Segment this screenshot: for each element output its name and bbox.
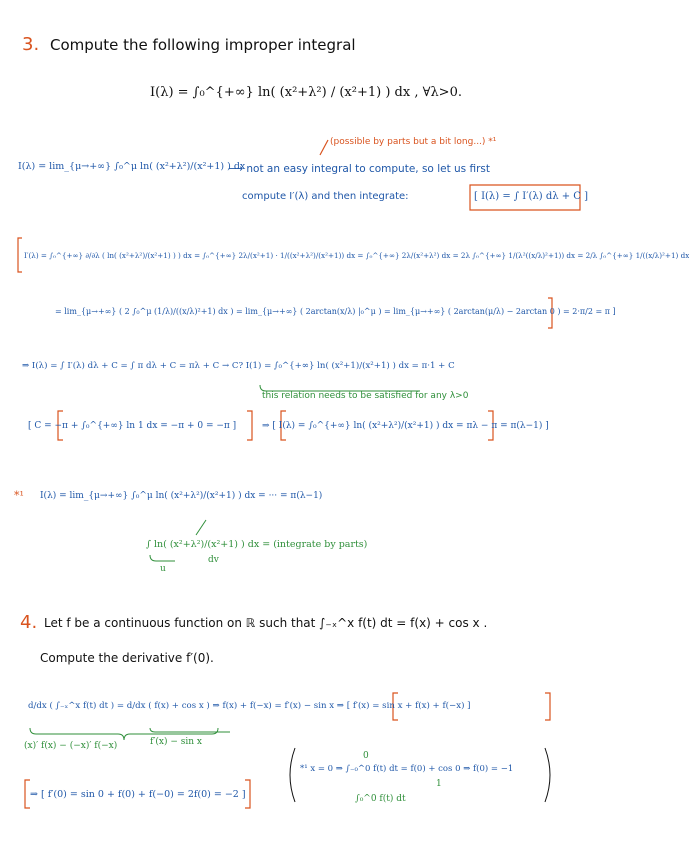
footnote-mark: *¹ <box>14 489 24 502</box>
under-left: (x)′ f(x) − (−x)′ f(−x) <box>24 741 118 751</box>
side-under: ∫₀^0 f(t) dt <box>355 794 406 804</box>
problem3-number: 3. <box>22 34 40 55</box>
side-zero: 0 <box>363 751 369 761</box>
footnote-parts: ∫ ln( (x²+λ²)/(x²+1) ) dx = (integrate by parts) <box>146 539 368 550</box>
relation-note: this relation needs to be satisfied for any λ>0 <box>262 391 469 401</box>
derivative-line: I′(λ) = ∫₀^{+∞} ∂/∂λ ( ln( (x²+λ²)/(x²+1) ) ) dx = ∫₀^{+∞} 2λ/(x²+1) · 1/((x²+λ²)/(x²+1)) dx = ∫₀^{+∞} 2λ/(x²+λ²) dx = 2λ ∫₀^{+∞} 1/(λ²((x/λ)²+1)) dx = 2/λ ∫₀^{+∞} 1/((x/λ)²+1) dx <box>24 251 689 260</box>
definition-line: I(λ) = lim_{μ→+∞} ∫₀^μ ln( (x²+λ²)/(x²+1) ) dx <box>18 161 246 172</box>
problem4-number: 4. <box>20 612 38 633</box>
strategy-text-2: compute I′(λ) and then integrate: <box>242 191 409 202</box>
derivative-of-both-sides: d/dx ( ∫₋ₓ^x f(t) dt ) = d/dx ( f(x) + cos x ) ⇒ f(x) + f(−x) = f′(x) − sin x ⇒ [ f′(x) = sin x + f(x) + f(−x) ] <box>28 701 471 711</box>
problem3-title: Compute the following improper integral <box>50 36 356 54</box>
problem4-subtitle: Compute the derivative f′(0). <box>40 651 214 665</box>
problem4-title: Let f be a continuous function on ℝ such that ∫₋ₓ^x f(t) dt = f(x) + cos x . <box>44 616 488 630</box>
footnote-line: I(λ) = lim_{μ→+∞} ∫₀^μ ln( (x²+λ²)/(x²+1) ) dx = ··· = π(λ−1) <box>40 491 323 501</box>
final-result: ⇒ [ f′(0) = sin 0 + f(0) + f(−0) = 2f(0) = −2 ] <box>30 789 246 800</box>
integrate-line: ⇒ I(λ) = ∫ I′(λ) dλ + C = ∫ π dλ + C = πλ + C → C? I(1) = ∫₀^{+∞} ln( (x²+1)/(x²+1) ) dx = π·1 + C <box>22 361 455 371</box>
problem3-formula: I(λ) = ∫₀^{+∞} ln( (x²+λ²) / (x²+1) ) dx , ∀λ>0. <box>150 85 462 100</box>
side-one: 1 <box>436 779 442 789</box>
footnote-dv: dv <box>208 555 219 565</box>
constant-line: [ C = −π + ∫₀^{+∞} ln 1 dx = −π + 0 = −π ] <box>28 421 237 431</box>
boxed-strategy: [ I(λ) = ∫ I′(λ) dλ + C ] <box>474 191 589 202</box>
strategy-text: ⟶ not an easy integral to compute, so let us first <box>228 163 491 175</box>
note-by-parts: (possible by parts but a bit long...) *¹ <box>330 137 497 147</box>
limit-line: = lim_{μ→+∞} ( 2 ∫₀^μ (1/λ)/((x/λ)²+1) dx ) = lim_{μ→+∞} ( 2arctan(x/λ) |₀^μ ) = lim_{μ→+∞} ( 2arctan(μ/λ) − 2arctan 0 ) = 2·π/2 = π ] <box>55 307 616 316</box>
under-right: f′(x) − sin x <box>150 737 202 747</box>
footnote-u: u <box>160 564 166 574</box>
result-line: ⇒ [ I(λ) = ∫₀^{+∞} ln( (x²+λ²)/(x²+1) ) dx = πλ − π = π(λ−1) ] <box>262 421 549 431</box>
side-note: *¹ x = 0 ⇒ ∫₋₀^0 f(t) dt = f(0) + cos 0 ⇒ f(0) = −1 <box>300 764 514 774</box>
